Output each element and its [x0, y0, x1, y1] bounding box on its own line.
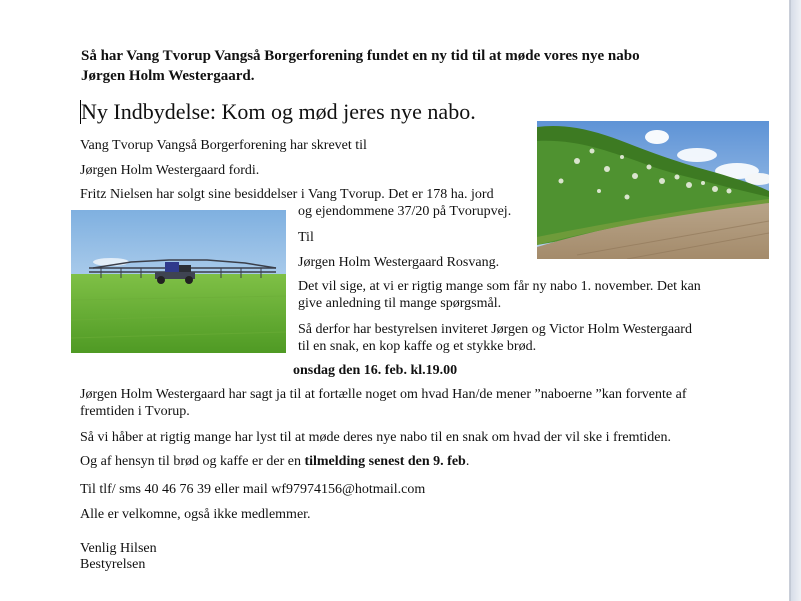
signup-text: Og af hensyn til brød og kaffe er der en	[80, 454, 305, 469]
paragraph-2: Jørgen Holm Westergaard fordi.	[80, 163, 260, 178]
signup-period: .	[465, 454, 470, 469]
til-label: Til	[298, 230, 314, 245]
intro-line-2: Jørgen Holm Westergaard.	[81, 68, 255, 84]
recipient-address: Jørgen Holm Westergaard Rosvang.	[298, 255, 500, 270]
signoff-board: Bestyrelsen	[80, 557, 146, 572]
paragraph-1: Vang Tvorup Vangså Borgerforening har skrevet til	[80, 138, 367, 153]
paragraph-3-line-1: Fritz Nielsen har solgt sine besiddelser i Vang Tvorup. Det er 178 ha. jord	[80, 187, 494, 202]
signoff-greeting: Venlig Hilsen	[80, 541, 157, 556]
intro-line-1: Så har Vang Tvorup Vangså Borgerforening fundet en ny tid til at møde vores nye nabo	[81, 48, 640, 64]
paragraph-6-line-1: Jørgen Holm Westergaard har sagt ja til at fortælle noget om hvad Han/de mener ”naboerne ”kan forvente af	[80, 387, 687, 402]
paragraph-6-line-2: fremtiden i Tvorup.	[80, 404, 190, 419]
paragraph-3-line-2: og ejendommene 37/20 på Tvorupvej.	[298, 204, 512, 219]
contact-line: Til tlf/ sms 40 46 76 39 eller mail wf97974156@hotmail.com	[80, 482, 426, 497]
invitation-heading: Ny Indbydelse: Kom og mød jeres nye nabo.	[81, 99, 476, 124]
hedge-road-photo	[537, 121, 769, 259]
field-sprayer-photo	[71, 210, 286, 353]
welcome-line: Alle er velkomne, også ikke medlemmer.	[80, 507, 311, 522]
vertical-scrollbar[interactable]	[790, 0, 801, 601]
paragraph-4-line-2: give anledning til mange spørgsmål.	[298, 296, 502, 311]
paragraph-5-line-2: til en snak, en kop kaffe og et stykke brød.	[298, 339, 537, 354]
paragraph-8	[80, 453, 469, 470]
signup-deadline: tilmelding senest den 9. feb	[304, 454, 466, 469]
meeting-date: onsdag den 16. feb. kl.19.00	[293, 363, 458, 378]
paragraph-7: Så vi håber at rigtig mange har lyst til at møde deres nye nabo til en snak om hvad der vil ske i fremtiden.	[80, 430, 671, 445]
paragraph-5-line-1: Så derfor har bestyrelsen inviteret Jørgen og Victor Holm Westergaard	[298, 322, 692, 337]
paragraph-4-line-1: Det vil sige, at vi er rigtig mange som får ny nabo 1. november. Det kan	[298, 279, 701, 294]
